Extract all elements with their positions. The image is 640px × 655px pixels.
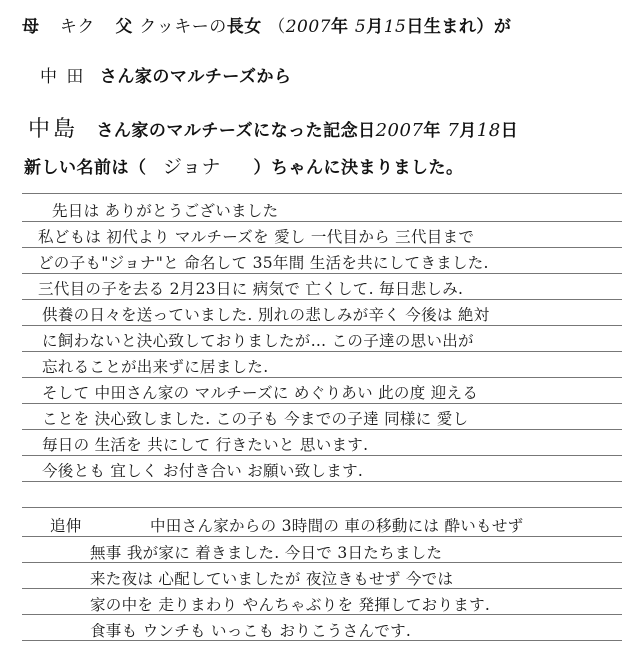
letter-line: に飼わないと決心致しておりましたが… この子達の思い出が bbox=[42, 332, 474, 350]
header-line-1 bbox=[22, 12, 511, 37]
ps-line: 食事も ウンチも いっこも おりこうさんです. bbox=[90, 622, 412, 640]
header-line-4 bbox=[24, 152, 463, 179]
new-name-suffix: ）ちゃんに決まりました。 bbox=[253, 158, 464, 178]
birth-day: 15 bbox=[383, 17, 407, 37]
birth-open: （ bbox=[268, 17, 286, 37]
birth-month: 5 bbox=[354, 17, 367, 37]
birth-month-kanji: 月 bbox=[366, 17, 384, 37]
letter-line: 先日は ありがとうございました bbox=[52, 202, 279, 220]
ruled-line bbox=[22, 507, 622, 508]
header-line-2 bbox=[40, 62, 291, 87]
ps-label: 追伸 bbox=[50, 517, 82, 535]
ruled-line bbox=[22, 299, 622, 300]
anniv-month: 7 bbox=[447, 120, 460, 141]
birth-year: 2007 bbox=[285, 17, 331, 37]
ps-line: 中田さん家からの 3時間の 車の移動には 酔いもせず bbox=[150, 517, 524, 535]
ruled-line bbox=[22, 481, 622, 482]
new-name-prefix: 新しい名前は（ bbox=[24, 158, 147, 178]
father-name: クッキーの bbox=[139, 17, 227, 37]
mother-label: 母 bbox=[22, 17, 40, 37]
ruled-line bbox=[22, 325, 622, 326]
anniv-day-kanji: 日 bbox=[500, 121, 519, 141]
letter-line: どの子も"ジョナ"と 命名して 35年間 生活を共にしてきました. bbox=[38, 254, 489, 272]
ruled-line bbox=[22, 455, 622, 456]
ps-line: 家の中を 走りまわり やんちゃぶりを 発揮しております. bbox=[90, 596, 491, 614]
previous-owner-name: 中 田 bbox=[40, 67, 86, 87]
previous-owner-text: さん家のマルチーズから bbox=[99, 67, 292, 87]
letter-line: 私どもは 初代より マルチーズを 愛し 一代目から 三代目まで bbox=[38, 228, 475, 246]
letter-line: 今後とも 宜しく お付き合い お願い致します. bbox=[42, 462, 364, 480]
ruled-line bbox=[22, 536, 622, 537]
ps-line: 無事 我が家に 着きました. 今日で 3日たちました bbox=[90, 544, 443, 562]
ruled-line bbox=[22, 351, 622, 352]
ruled-line bbox=[22, 273, 622, 274]
new-owner-name: 中島 bbox=[28, 117, 79, 142]
letter-line: 供養の日々を送っていました. 別れの悲しみが辛く 今後は 絶対 bbox=[42, 306, 490, 324]
ps-line: 来た夜は 心配していましたが 夜泣きもせず 今では bbox=[90, 570, 454, 588]
header-line-3 bbox=[28, 112, 518, 143]
anniv-day: 18 bbox=[476, 120, 501, 141]
anniv-month-kanji: 月 bbox=[459, 121, 477, 141]
letter-line: 三代目の子を去る 2月23日に 病気で 亡くして. 毎日悲しみ. bbox=[38, 280, 464, 298]
ruled-line bbox=[22, 221, 622, 222]
birth-year-kanji: 年 bbox=[330, 17, 349, 37]
anniv-year: 2007 bbox=[375, 120, 424, 141]
mother-name: キク bbox=[59, 17, 95, 37]
ruled-line bbox=[22, 377, 622, 378]
father-label: 父 bbox=[115, 17, 133, 37]
ruled-line bbox=[22, 403, 622, 404]
anniv-year-kanji: 年 bbox=[423, 121, 441, 141]
new-name: ジョナ bbox=[162, 156, 222, 178]
new-owner-text: さん家のマルチーズになった記念日 bbox=[96, 121, 376, 141]
ruled-line bbox=[22, 247, 622, 248]
letter-line: 毎日の 生活を 共にして 行きたいと 思います. bbox=[42, 436, 369, 454]
daughter-label: 長女 bbox=[226, 17, 262, 37]
ruled-line bbox=[22, 429, 622, 430]
letter-line: ことを 決心致しました. この子も 今までの子達 同様に 愛し bbox=[42, 410, 469, 428]
letter-line: そして 中田さん家の マルチーズに めぐりあい 此の度 迎える bbox=[42, 384, 479, 402]
letter-line: 忘れることが出来ずに居ました. bbox=[42, 358, 269, 376]
birth-day-suffix: 日生まれ）が bbox=[406, 17, 512, 37]
ruled-line bbox=[22, 193, 622, 194]
